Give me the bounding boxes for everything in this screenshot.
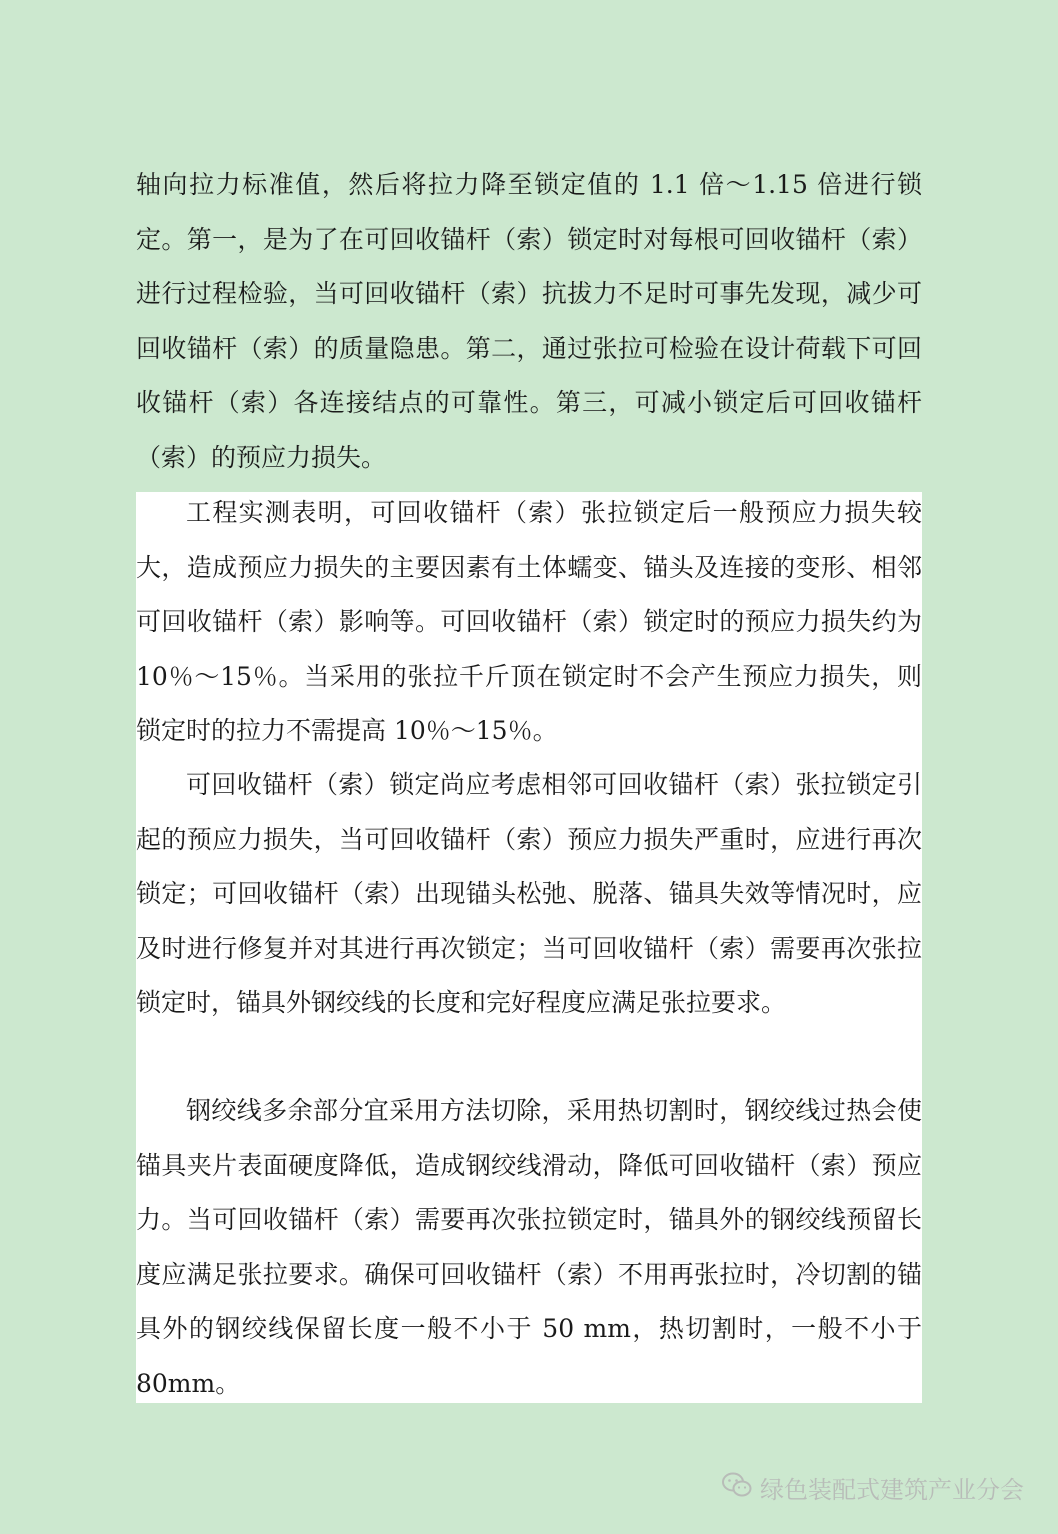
paragraph-4: 钢绞线多余部分宜采用方法切除，采用热切割时，钢绞线过热会使锚具夹片表面硬度降低，造成钢绞线滑动，降低可回收锚杆（索）预应力。当可回收锚杆（索）需要再次张拉锁定时，锚具外的钢绞线预留长度应满足张拉要求。确保可回收锚杆（索）不用再张拉时，冷切割的锚具外的钢绞线保留长度一般不小于 50 mm，热切割时，一般不小于 80mm。 [136,1096,922,1398]
paragraph-3: 可回收锚杆（索）锁定尚应考虑相邻可回收锚杆（索）张拉锁定引起的预应力损失，当可回收锚杆（索）预应力损失严重时，应进行再次锁定；可回收锚杆（索）出现锚头松弛、脱落、锚具失效等情况时，应及时进行修复并对其进行再次锁定；当可回收锚杆（索）需要再次张拉锁定时，锚具外钢绞线的长度和完好程度应满足张拉要求。 [136,770,922,1017]
watermark-text: 绿色装配式建筑产业分会 [760,1476,1024,1504]
paragraph-1: 轴向拉力标准值，然后将拉力降至锁定值的 1.1 倍～1.15 倍进行锁定。第一，是为了在可回收锚杆（索）锁定时对每根可回收锚杆（索）进行过程检验，当可回收锚杆（索）抗拔力不足时可事先发现，减少可回收锚杆（索）的质量隐患。第二，通过张拉可检验在设计荷载下可回收锚杆（索）各连接结点的可靠性。第三，可减小锁定后可回收锚杆（索）的预应力损失。 [136,170,922,472]
paragraph-2: 工程实测表明，可回收锚杆（索）张拉锁定后一般预应力损失较大，造成预应力损失的主要因素有土体蠕变、锚头及连接的变形、相邻可回收锚杆（索）影响等。可回收锚杆（索）锁定时的预应力损失约为 10％～15％。当采用的张拉千斤顶在锁定时不会产生预应力损失，则锁定时的拉力不需提高 10％～15％。 [136,498,922,745]
watermark [722,1470,1024,1505]
wechat-icon [722,1472,752,1504]
